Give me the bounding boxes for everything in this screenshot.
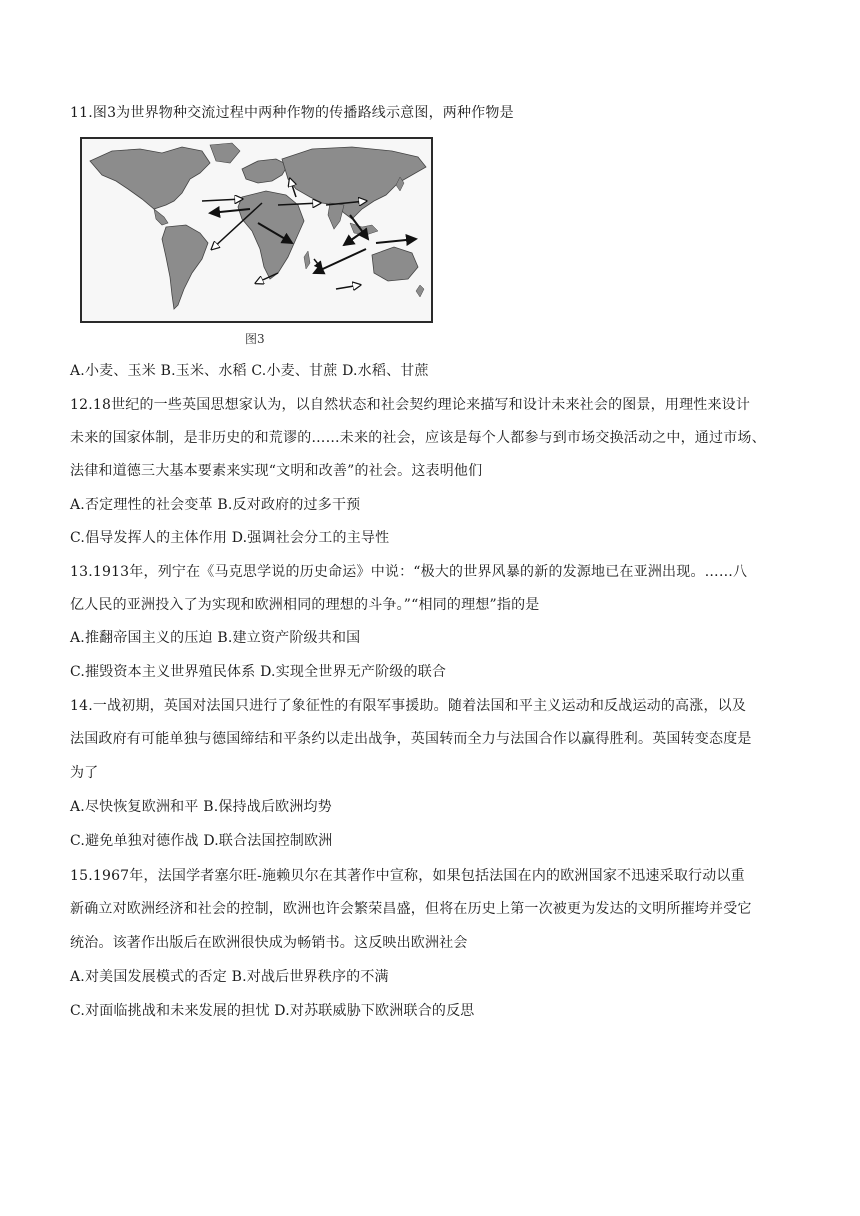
q12-stem-line-3: 法律和道德三大基本要素来实现“文明和改善”的社会。这表明他们 [70,463,483,479]
q11-options: A.小麦、玉米 B.玉米、水稻 C.小麦、甘蔗 D.水稻、甘蔗 [70,363,429,379]
q13-options-line-2: C.摧毁资本主义世界殖民体系 D.实现全世界无产阶级的联合 [70,664,447,680]
q14-options-line-2: C.避免单独对德作战 D.联合法国控制欧洲 [70,833,333,849]
crop-route-map [82,139,431,321]
q13-options-line-1: A.推翻帝国主义的压迫 B.建立资产阶级共和国 [70,630,361,646]
q12-stem-line-2: 未来的国家体制，是非历史的和荒谬的……未来的社会，应该是每个人都参与到市场交换活动之中，通过市场、 [70,430,766,446]
q11-stem: 11.图3为世界物种交流过程中两种作物的传播路线示意图，两种作物是 [70,105,514,121]
q15-options-line-1: A.对美国发展模式的否定 B.对战后世界秩序的不满 [70,969,389,985]
world-map-figure [80,137,433,323]
q12-stem-line-1: 12.18世纪的一些英国思想家认为，以自然状态和社会契约理论来描写和设计未来社会的图景，用理性来设计 [70,397,751,413]
q15-stem-line-1: 15.1967年，法国学者塞尔旺-施赖贝尔在其著作中宣称，如果包括法国在内的欧洲国家不迅速采取行动以重 [70,868,745,884]
q15-stem-line-3: 统治。该著作出版后在欧洲很快成为畅销书。这反映出欧洲社会 [70,935,468,951]
q15-stem-line-2: 新确立对欧洲经济和社会的控制，欧洲也许会繁荣昌盛，但将在历史上第一次被更为发达的文明所摧垮并受它 [70,901,752,917]
figure-caption: 图3 [245,332,265,346]
q12-options-line-2: C.倡导发挥人的主体作用 D.强调社会分工的主导性 [70,530,390,546]
q14-stem-line-2: 法国政府有可能单独与德国缔结和平条约以走出战争，英国转而全力与法国合作以赢得胜利。英国转变态度是 [70,731,752,747]
q12-options-line-1: A.否定理性的社会变革 B.反对政府的过多干预 [70,497,361,513]
q14-stem-line-3: 为了 [70,765,99,781]
q15-options-line-2: C.对面临挑战和未来发展的担忧 D.对苏联威胁下欧洲联合的反思 [70,1003,475,1019]
q13-stem-line-1: 13.1913年，列宁在《马克思学说的历史命运》中说：“极大的世界风暴的新的发源地已在亚洲出现。……八 [70,564,748,580]
q13-stem-line-2: 亿人民的亚洲投入了为实现和欧洲相同的理想的斗争。”“相同的理想”指的是 [70,597,540,613]
q14-options-line-1: A.尽快恢复欧洲和平 B.保持战后欧洲均势 [70,799,332,815]
q14-stem-line-1: 14.一战初期，英国对法国只进行了象征性的有限军事援助。随着法国和平主义运动和反战运动的高涨，以及 [70,698,747,714]
